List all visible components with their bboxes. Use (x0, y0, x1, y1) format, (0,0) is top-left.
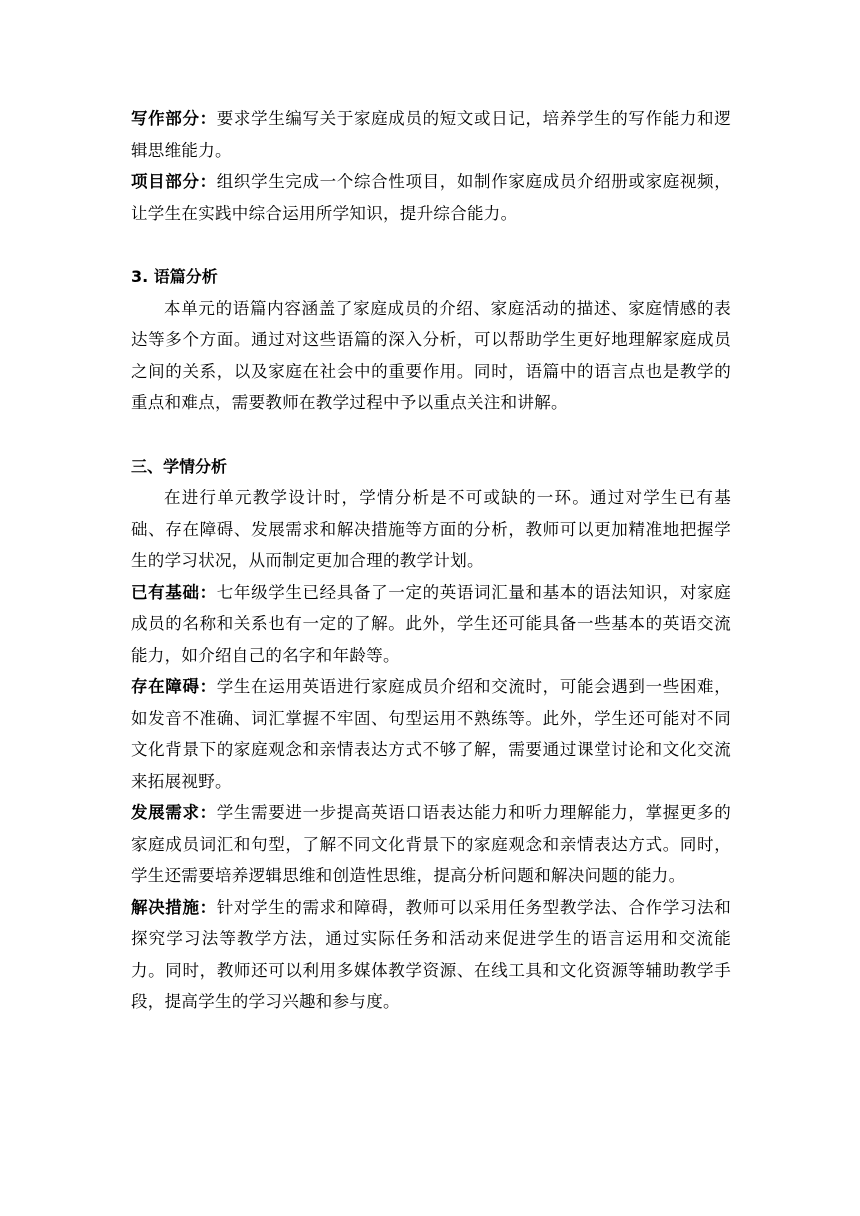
existing-foundation-text: 七年级学生已经具备了一定的英语词汇量和基本的语法知识，对家庭成员的名称和关系也有一定的了解。此外，学生还可能具备一些基本的英语交流能力，如介绍自己的名字和年龄等。 (131, 582, 732, 665)
solutions-text: 针对学生的需求和障碍，教师可以采用任务型教学法、合作学习法和探究学习法等教学方法，通过实际任务和活动来促进学生的语言运用和交流能力。同时，教师还可以利用多媒体教学资源、在线工具和文化资源等辅助教学手段，提高学生的学习兴趣和参与度。 (131, 897, 732, 1011)
document-page (131, 103, 731, 1018)
writing-section-text: 要求学生编写关于家庭成员的短文或日记，培养学生的写作能力和逻辑思维能力。 (131, 109, 732, 160)
project-section-text: 组织学生完成一个综合性项目，如制作家庭成员介绍册或家庭视频，让学生在实践中综合运用所学知识，提升综合能力。 (131, 172, 732, 223)
project-section-paragraph (131, 166, 731, 229)
development-needs-label: 发展需求： (131, 803, 217, 822)
spacer (131, 229, 731, 261)
discourse-analysis-body: 本单元的语篇内容涵盖了家庭成员的介绍、家庭活动的描述、家庭情感的表达等多个方面。通过对这些语篇的深入分析，可以帮助学生更好地理解家庭成员之间的关系，以及家庭在社会中的重要作用。同时，语篇中的语言点也是教学的重点和难点，需要教师在教学过程中予以重点关注和讲解。 (131, 298, 731, 412)
development-needs-text: 学生需要进一步提高英语口语表达能力和听力理解能力，掌握更多的家庭成员词汇和句型，了解不同文化背景下的家庭观念和亲情表达方式。同时，学生还需要培养逻辑思维和创造性思维，提高分析问题和解决问题的能力。 (131, 803, 732, 885)
solutions-label: 解决措施： (131, 897, 217, 917)
spacer (131, 419, 731, 451)
writing-section-label: 写作部分： (131, 109, 217, 128)
solutions-paragraph (131, 892, 731, 1018)
obstacles-label: 存在障碍： (131, 677, 217, 696)
existing-foundation-label: 已有基础： (131, 582, 217, 602)
development-needs-paragraph (131, 797, 731, 892)
project-section-label: 项目部分： (131, 172, 217, 191)
writing-section-paragraph (131, 103, 731, 166)
learner-analysis-heading: 三、学情分析 (131, 456, 228, 476)
obstacles-text: 学生在运用英语进行家庭成员介绍和交流时，可能会遇到一些困难，如发音不准确、词汇掌握不牢固、句型运用不熟练等。此外，学生还可能对不同文化背景下的家庭观念和亲情表达方式不够了解，需要通过课堂讨论和文化交流来拓展视野。 (131, 677, 732, 791)
obstacles-paragraph (131, 671, 731, 797)
discourse-analysis-heading: 3. 语篇分析 (131, 267, 218, 286)
existing-foundation-paragraph (131, 577, 731, 672)
learner-analysis-intro: 在进行单元教学设计时，学情分析是不可或缺的一环。通过对学生已有基础、存在障碍、发展需求和解决措施等方面的分析，教师可以更加精准地把握学生的学习状况，从而制定更加合理的教学计划。 (131, 488, 731, 570)
